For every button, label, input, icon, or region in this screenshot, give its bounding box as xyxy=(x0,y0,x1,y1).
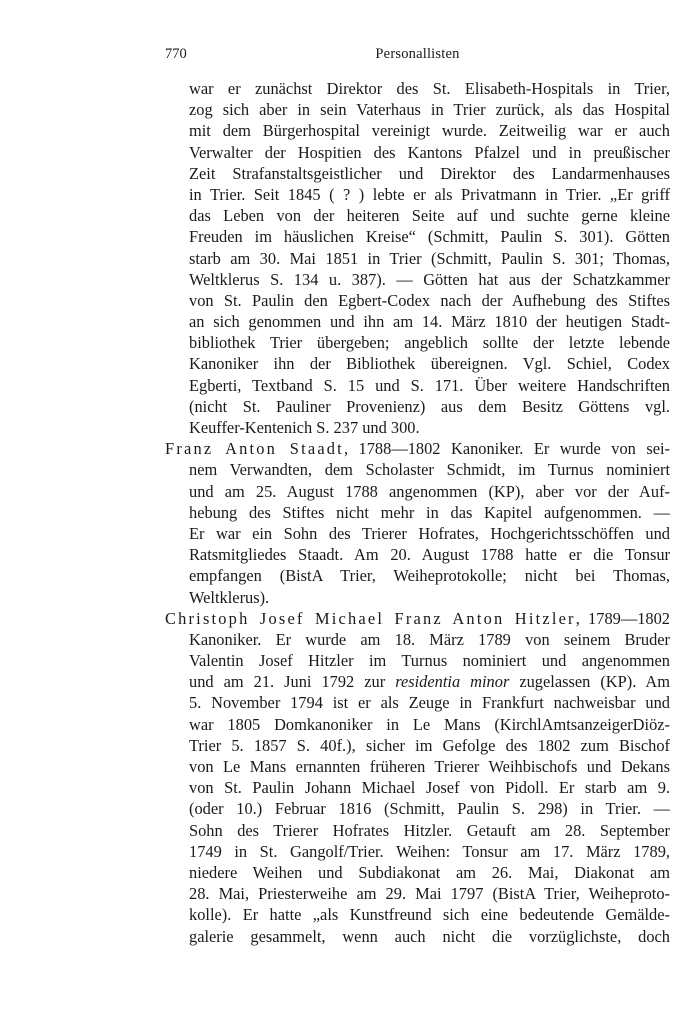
text-line: Egberti, Textband S. 15 und S. 171. Über weitere Handschriften xyxy=(189,375,670,395)
text-line: (oder 10.) Februar 1816 (Schmitt, Paulin S. 298) in Trier. — xyxy=(189,799,670,819)
text-line: an sich genommen und ihn am 14. März 1810 der heutigen Stadt- xyxy=(189,312,670,332)
body-text xyxy=(165,78,670,947)
text-line: Freuden im häuslichen Kreise“ (Schmitt, Paulin S. 301). Götten xyxy=(189,227,670,247)
text-line: 5. November 1794 ist er als Zeuge in Frankfurt nachweisbar und xyxy=(189,693,670,713)
text-line: war er zunächst Direktor des St. Elisabeth-Hospitals in Trier, xyxy=(189,79,670,98)
text-line: 28. Mai, Priesterweihe am 29. Mai 1797 (BistA Trier, Weiheproto- xyxy=(189,884,670,904)
text-line: niedere Weihen und Subdiakonat am 26. Mai, Diakonat am xyxy=(189,862,670,882)
running-head xyxy=(165,44,670,64)
text-line: mit dem Bürgerhospital vereinigt wurde. Zeitweilig war er auch xyxy=(189,121,670,141)
entry-first-line xyxy=(165,608,670,629)
text-line: von St. Paulin den Egbert-Codex nach der Aufhebung des Stiftes xyxy=(189,290,670,310)
text-segment: zugelassen (KP). Am xyxy=(509,672,670,692)
text-line: bibliothek Trier übergeben; angeblich sollte der letzte lebende xyxy=(189,333,670,353)
entry-first-line xyxy=(165,438,670,459)
entry-staadt xyxy=(165,438,670,608)
text-line: 1749 in St. Gangolf/Trier. Weihen: Tonsur am 17. März 1789, xyxy=(189,841,670,861)
text-line: kolle). Er hatte „als Kunstfreund sich eine bedeutende Gemälde- xyxy=(189,905,670,925)
person-name: Christoph Josef Michael Franz Anton Hitzler xyxy=(165,608,576,628)
text-segment: und am 21. Juni 1792 zur xyxy=(189,672,396,692)
text-line: starb am 30. Mai 1851 in Trier (Schmitt, Paulin S. 301; Thomas, xyxy=(189,248,670,268)
text-line: Weltklerus S. 134 u. 387). — Götten hat aus der Schatzkammer xyxy=(189,269,670,289)
running-title: Personallisten xyxy=(375,46,460,62)
paragraph-continuation xyxy=(165,78,670,438)
text-line: das Leben von der heiteren Seite auf und suchte gerne kleine xyxy=(189,206,670,226)
text-line: hebung des Stiftes nicht mehr in das Kapitel aufgenommen. — xyxy=(189,502,670,522)
text-line: zog sich aber in sein Vaterhaus in Trier zurück, als das Hospital xyxy=(189,100,670,120)
text-line: Sohn des Trierer Hofrates Hitzler. Getauft am 28. September xyxy=(189,820,670,840)
text-line: Er war ein Sohn des Trierer Hofrates, Hochgerichtsschöffen und xyxy=(189,523,670,543)
text-line: in Trier. Seit 1845 ( ? ) lebte er als Privatmann in Trier. „Er griff xyxy=(189,184,670,204)
text-line: Zeit Strafanstaltsgeistlicher und Direktor des Landarmenhauses xyxy=(189,163,670,183)
text-line: (nicht St. Pauliner Provenienz) aus dem Besitz Göttens vgl. xyxy=(189,396,670,416)
text-line-with-italic xyxy=(165,671,670,692)
text-line: und am 25. August 1788 angenommen (KP), aber vor der Auf- xyxy=(189,481,670,501)
entry-text: , 1788—1802 Kanoniker. Er wurde von sei- xyxy=(343,439,670,459)
entry-text: , 1789—1802 xyxy=(575,608,670,628)
person-name: Franz Anton Staadt xyxy=(165,439,344,459)
text-line: Weltklerus). xyxy=(189,587,270,607)
text-line: Verwalter der Hospitien des Kantons Pfalzel und in preußischer xyxy=(189,142,670,162)
page-number: 770 xyxy=(165,46,187,62)
text-line: Keuffer-Kentenich S. 237 und 300. xyxy=(189,418,420,437)
text-line: galerie gesammelt, wenn auch nicht die vorzüglichste, doch xyxy=(189,926,670,946)
text-line: nem Verwandten, dem Scholaster Schmidt, im Turnus nominiert xyxy=(189,460,670,480)
text-line: Valentin Josef Hitzler im Turnus nominiert und angenommen xyxy=(189,651,670,671)
text-line: war 1805 Domkanoniker in Le Mans (KirchlAmtsanzeigerDiöz- xyxy=(189,714,670,734)
text-line: Kanoniker ihn der Bibliothek übereignen. Vgl. Schiel, Codex xyxy=(189,354,670,374)
text-line: von Le Mans ernannten früheren Trierer Weihbischofs und Dekans xyxy=(189,757,670,776)
text-line: Kanoniker. Er wurde am 18. März 1789 von seinem Bruder xyxy=(189,629,670,649)
text-line: Ratsmitgliedes Staadt. Am 20. August 1788 hatte er die Tonsur xyxy=(189,545,670,565)
italic-term: residentia minor xyxy=(395,672,510,692)
text-line: von St. Paulin Johann Michael Josef von Pidoll. Er starb am 9. xyxy=(189,778,670,798)
text-line: empfangen (BistA Trier, Weiheprotokolle; nicht bei Thomas, xyxy=(189,566,670,586)
text-line: Trier 5. 1857 S. 40f.), sicher im Gefolge des 1802 zum Bischof xyxy=(189,735,670,755)
entry-hitzler xyxy=(165,608,670,947)
